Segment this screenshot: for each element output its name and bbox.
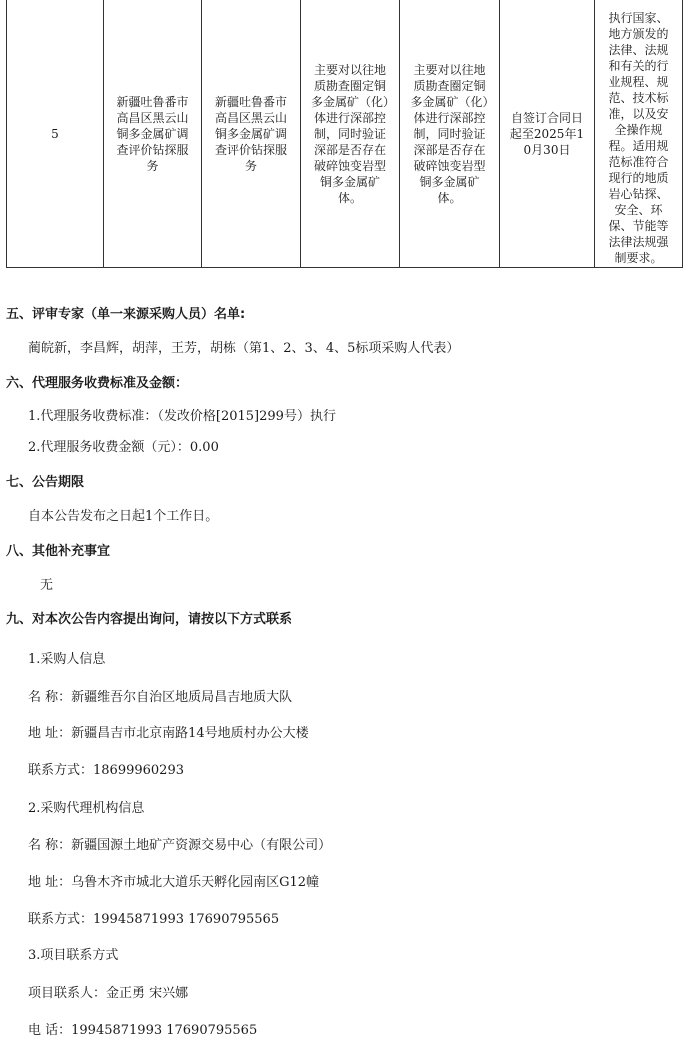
section-8-title: 八、其他补充事宜 bbox=[6, 544, 111, 559]
section-9-title: 九、对本次公告内容提出询问，请按以下方式联系 bbox=[6, 612, 293, 627]
purchaser-contact: 联系方式：18699960293 bbox=[28, 763, 184, 778]
agency-name: 名 称：新疆国源土地矿产资源交易中心（有限公司） bbox=[28, 838, 332, 853]
project-person: 项目联系人：金正勇 宋兴娜 bbox=[28, 986, 189, 1001]
agency-address: 地 址：乌鲁木齐市城北大道乐天孵化园南区G12幢 bbox=[28, 875, 320, 890]
procurement-table bbox=[6, 0, 683, 268]
section-6-title: 六、代理服务收费标准及金额： bbox=[6, 376, 189, 391]
section-6-item-2: 2.代理服务收费金额（元）：0.00 bbox=[28, 440, 219, 455]
purchaser-address: 地 址：新疆昌吉市北京南路14号地质村办公大楼 bbox=[28, 726, 309, 741]
cell-lot-name: 新疆吐鲁番市高昌区黑云山铜多金属矿调查评价钻探服务 bbox=[202, 0, 301, 268]
section-8-body: 无 bbox=[40, 578, 54, 593]
agency-heading: 2.采购代理机构信息 bbox=[28, 801, 145, 816]
cell-index: 5 bbox=[7, 0, 104, 268]
cell-content-2: 主要对以往地质勘查圈定铜多金属矿（化）体进行深部控制，同时验证深部是否存在破碎蚀变岩型铜多金属矿体。 bbox=[400, 0, 500, 268]
cell-content: 主要对以往地质勘查圈定铜多金属矿（化）体进行深部控制，同时验证深部是否存在破碎蚀变岩型铜多金属矿体。 bbox=[301, 0, 400, 268]
project-phone: 电 话：19945871993 17690795565 bbox=[28, 1023, 258, 1038]
project-heading: 3.项目联系方式 bbox=[28, 948, 119, 963]
cell-period: 自签订合同日起至2025年10月30日 bbox=[500, 0, 595, 268]
cell-requirements: 执行国家、地方颁发的法律、法规和有关的行业规程、规范、技术标准，以及安全操作规程。适用规范标准符合现行的地质岩心钻探、安全、环保、节能等法律法规强制要求。 bbox=[595, 0, 683, 268]
section-7-body: 自本公告发布之日起1个工作日。 bbox=[28, 509, 219, 524]
section-6-item-1: 1.代理服务收费标准：（发改价格[2015]299号）执行 bbox=[28, 409, 336, 424]
cell-project-name: 新疆吐鲁番市高昌区黑云山铜多金属矿调查评价钻探服务 bbox=[104, 0, 202, 268]
section-5-title: 五、评审专家（单一来源采购人员）名单: bbox=[6, 307, 246, 322]
purchaser-heading: 1.采购人信息 bbox=[28, 652, 106, 667]
purchaser-name: 名 称：新疆维吾尔自治区地质局昌吉地质大队 bbox=[28, 690, 293, 705]
table-row bbox=[7, 0, 683, 268]
section-7-title: 七、公告期限 bbox=[6, 475, 85, 490]
agency-contact: 联系方式：19945871993 17690795565 bbox=[28, 912, 280, 927]
section-5-body: 蔺皖新，李昌辉，胡萍，王芳，胡栋（第1、2、3、4、5标项采购人代表） bbox=[28, 341, 460, 356]
